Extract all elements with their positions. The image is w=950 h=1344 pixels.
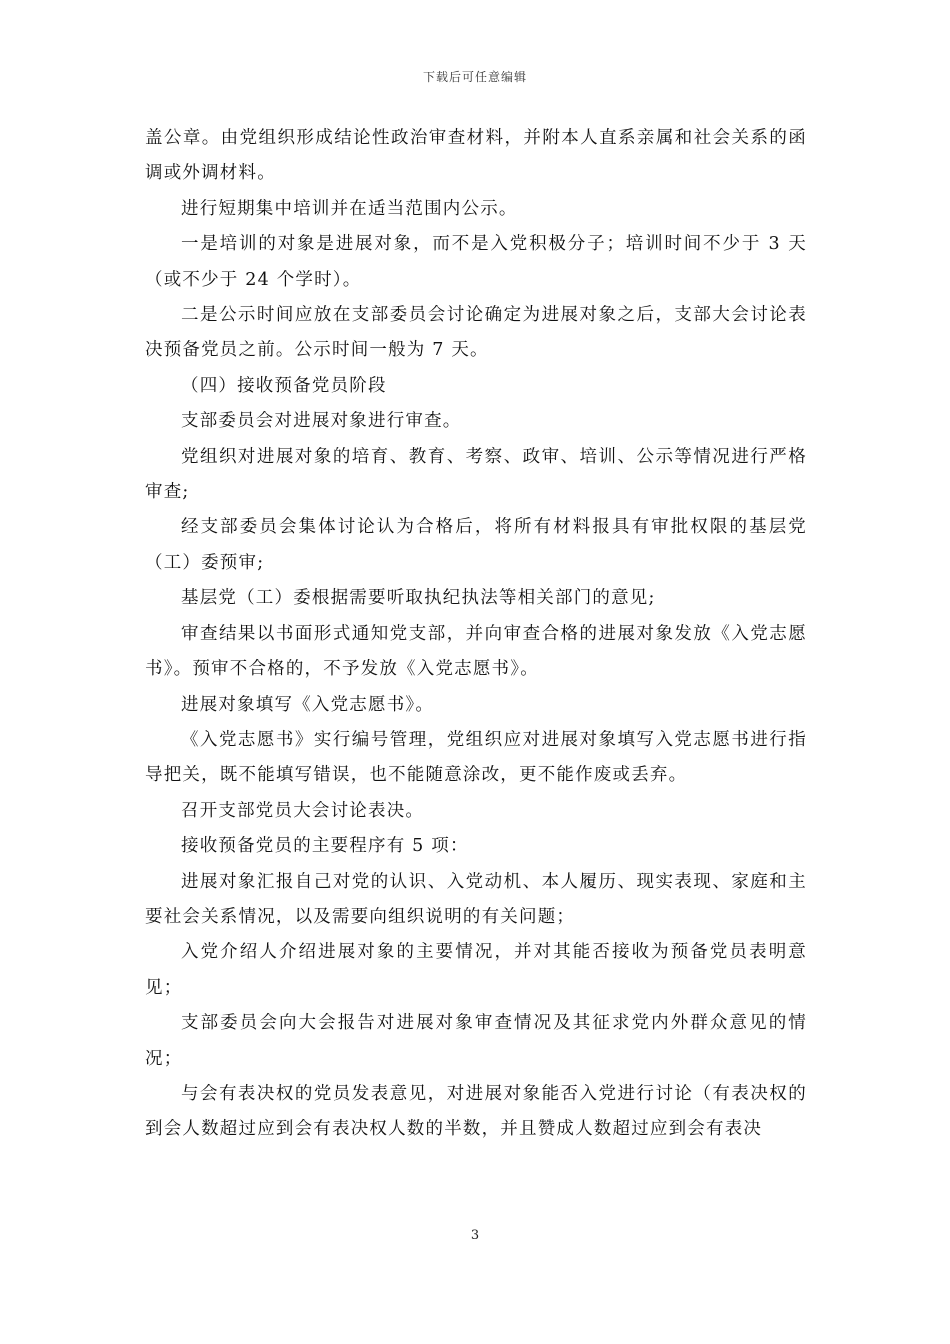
paragraph-8: 经支部委员会集体讨论认为合格后，将所有材料报具有审批权限的基层党（工）委预审;	[145, 517, 807, 573]
paragraph-17: 支部委员会向大会报告对进展对象审查情况及其征求党内外群众意见的情况；	[145, 1013, 807, 1069]
page-header: 下载后可任意编辑	[422, 70, 527, 84]
paragraph-3: 一是培训的对象是进展对象，而不是入党积极分子；培训时间不少于 3 天（或不少于 24 个学时）。	[145, 234, 807, 290]
paragraph-10: 审查结果以书面形式通知党支部，并向审查合格的进展对象发放《入党志愿书》。预审不合格的，不予发放《入党志愿书》。	[145, 623, 807, 680]
paragraph-11: 进展对象填写《入党志愿书》。	[181, 694, 435, 715]
paragraph-14: 接收预备党员的主要程序有 5 项：	[181, 836, 469, 857]
paragraph-4: 二是公示时间应放在支部委员会讨论确定为进展对象之后，支部大会讨论表决预备党员之前。公示时间一般为 7 天。	[145, 305, 807, 361]
paragraph-13: 召开支部党员大会讨论表决。	[181, 800, 425, 821]
paragraph-1: 盖公章。由党组织形成结论性政治审查材料，并附本人直系亲属和社会关系的函调或外调材料。	[145, 128, 807, 184]
paragraph-7: 党组织对进展对象的培育、教育、考察、政审、培训、公示等情况进行严格审查;	[145, 446, 807, 503]
paragraph-18: 与会有表决权的党员发表意见，对进展对象能否入党进行讨论（有表决权的到会人数超过应到会有表决权人数的半数，并且赞成人数超过应到会有表决	[145, 1083, 807, 1140]
paragraph-12: 《入党志愿书》实行编号管理，党组织应对进展对象填写入党志愿书进行指导把关，既不能填写错误，也不能随意涂改，更不能作废或丢弃。	[145, 729, 807, 786]
section-heading: （四）接收预备党员阶段	[181, 375, 387, 396]
paragraph-6: 支部委员会对进展对象进行审查。	[181, 411, 462, 432]
page-number: 3	[470, 1228, 480, 1243]
paragraph-2: 进行短期集中培训并在适当范围内公示。	[181, 198, 518, 219]
paragraph-9: 基层党（工）委根据需要听取执纪执法等相关部门的意见;	[181, 588, 656, 609]
paragraph-16: 入党介绍人介绍进展对象的主要情况，并对其能否接收为预备党员表明意见；	[145, 942, 807, 998]
document-body	[145, 121, 807, 1148]
paragraph-15: 进展对象汇报自己对党的认识、入党动机、本人履历、现实表现、家庭和主要社会关系情况，以及需要向组织说明的有关问题；	[145, 871, 807, 927]
